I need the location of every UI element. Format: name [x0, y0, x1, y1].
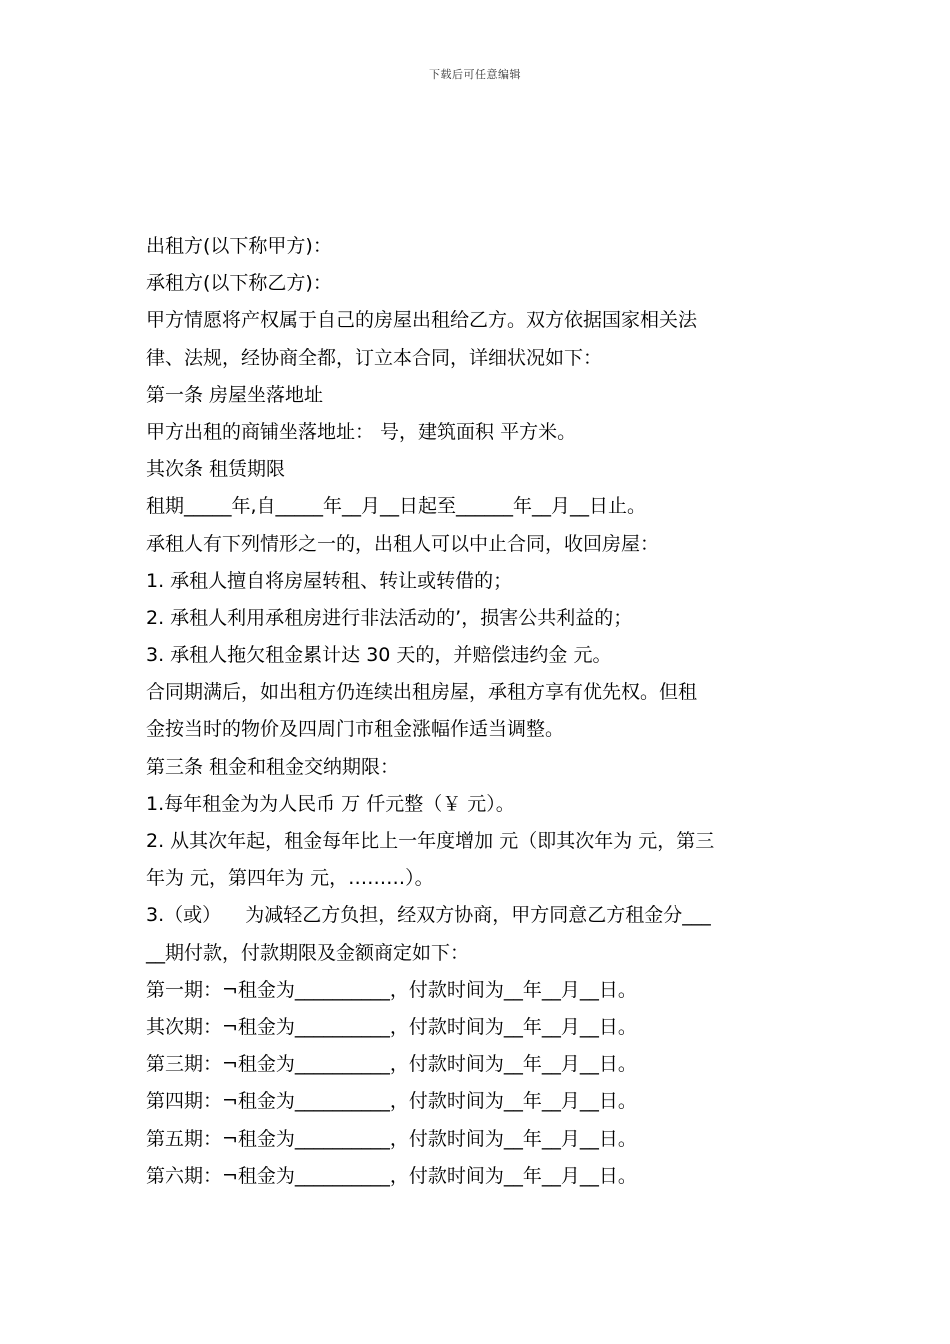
condition-item-2: 2. 承租人利用承租房进行非法活动的’，损害公共利益的；	[146, 606, 633, 629]
lessee-line: 承租方(以下称乙方)：	[146, 272, 332, 295]
rent-item-2-line-2: 年为 元，第四年为 元，………）。	[146, 867, 434, 890]
rent-item-3-line-2: __期付款，付款期限及金额商定如下：	[146, 941, 470, 964]
installment-6: 第六期：¬租金为__________，付款时间为__年__月__日。	[146, 1164, 637, 1187]
intro-paragraph-line-2: 律、法规，经协商全都，订立本合同，详细状况如下：	[146, 346, 603, 369]
condition-item-3: 3. 承租人拖欠租金累计达 30 天的，并赔偿违约金 元。	[146, 644, 612, 667]
installment-2: 其次期：¬租金为__________，付款时间为__年__月__日。	[146, 1015, 637, 1038]
article-1-heading: 第一条 房屋坐落地址	[146, 383, 324, 406]
rent-item-3-line-1: 3.（或） 为减轻乙方负担，经双方协商，甲方同意乙方租金分___	[146, 904, 711, 927]
article-1-address: 甲方出租的商铺坐落地址： 号，建筑面积 平方米。	[146, 420, 577, 443]
article-2-heading: 其次条 租赁期限	[146, 458, 286, 481]
renewal-paragraph-line-1: 合同期满后，如出租方仍连续出租房屋，承租方享有优先权。但租	[146, 681, 698, 704]
installment-1: 第一期：¬租金为__________，付款时间为__年__月__日。	[146, 978, 637, 1001]
intro-paragraph-line-1: 甲方情愿将产权属于自己的房屋出租给乙方。双方依据国家相关法	[146, 309, 698, 332]
contract-body	[146, 228, 814, 1195]
termination-conditions-line: 承租人有下列情形之一的，出租人可以中止合同，收回房屋：	[146, 532, 660, 555]
page-header: 下载后可任意编辑	[429, 68, 521, 81]
condition-item-1: 1. 承租人擅自将房屋转租、转让或转借的；	[146, 569, 513, 592]
installment-4: 第四期：¬租金为__________，付款时间为__年__月__日。	[146, 1090, 637, 1113]
lease-term-line: 租期_____年,自_____年__月__日起至______年__月__日止。	[146, 495, 647, 518]
rent-item-2-line-1: 2. 从其次年起，租金每年比上一年度增加 元（即其次年为 元，第三	[146, 830, 715, 852]
renewal-paragraph-line-2: 金按当时的物价及四周门市租金涨幅作适当调整。	[146, 718, 565, 741]
article-3-heading: 第三条 租金和租金交纳期限：	[146, 755, 400, 778]
rent-item-1: 1.每年租金为为人民币 万 仟元整（￥ 元）。	[146, 792, 515, 815]
installment-3: 第三期：¬租金为__________，付款时间为__年__月__日。	[146, 1053, 637, 1076]
lessor-line: 出租方(以下称甲方)：	[146, 235, 332, 257]
installment-5: 第五期：¬租金为__________，付款时间为__年__月__日。	[146, 1127, 637, 1150]
